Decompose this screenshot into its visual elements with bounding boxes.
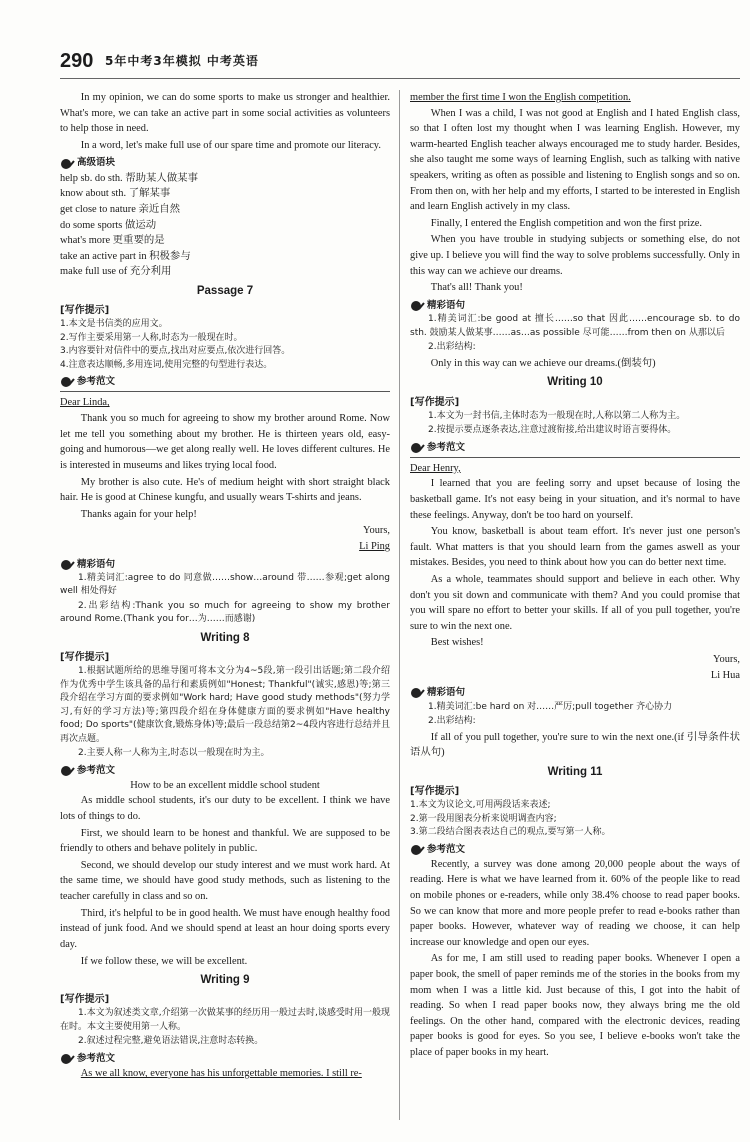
divider [60, 391, 390, 392]
tag-label: 参考范文 [77, 376, 116, 388]
tip-item: 4.注意表达顺畅,多用连词,使用完整的句型进行表达。 [60, 359, 273, 370]
paragraph: As middle school students, it's our duty to be excellent. I think we have lots of things to do. [60, 795, 390, 823]
paragraph: member the first time I won the English competition. [410, 92, 631, 103]
paragraph: In my opinion, we can do some sports to make us stronger and healthier. What's more, we can take an active part in some social activities as volunteers to help those in need. [60, 92, 390, 135]
tips-heading: [写作提示] [60, 652, 110, 664]
left-column [60, 90, 390, 1083]
signer: Li Ping [359, 540, 390, 552]
pencil-icon [60, 765, 75, 777]
tips-heading: [写作提示] [60, 305, 110, 317]
writing-title: Writing 11 [547, 765, 603, 778]
pencil-icon [410, 844, 425, 856]
sentence-note: 2.出彩结构:Thank you so much for agreeing to show my brother around Rome.(Thank you for…为……而感谢) [60, 600, 390, 625]
sentences-tag [60, 558, 390, 572]
writing-title: Writing 9 [200, 974, 250, 987]
sentence-note: If all of you pull together, you're sure to win the next one.(if 引导条件状语从句) [410, 731, 740, 759]
sentence-note: 1.精美词汇:agree to do 同意做……show…around 带……参观;get along well 相处得好 [60, 572, 390, 597]
page-number: 290 [60, 50, 94, 72]
paragraph: As we all know, everyone has his unforgettable memories. I still re- [80, 1068, 362, 1080]
paragraph: Third, it's helpful to be in good health. We must have enough healthy food instead of junk food. And we should spend at least an hour doing sports every day. [60, 907, 390, 950]
sentences-tag [410, 686, 740, 700]
tip-item: 2.第一段用图表分析来说明调查内容; [410, 813, 557, 824]
right-column [410, 90, 740, 1062]
paragraph: That's all! Thank you! [430, 282, 523, 294]
paragraph: You know, basketball is about team effort. It's never just one person's fault. What matters is that you should learn from the games aswell as your mistakes. Besides, you need to think about how you can do better next time. [410, 526, 740, 569]
sentence-note: 2.出彩结构: [428, 716, 476, 727]
sentence-note: 1.精美词汇:be good at 擅长……so that 因此……encourage sb. to do sth. 鼓励某人做某事……as…as possible 尽可能……from then on 从那以后 [410, 314, 740, 338]
tag-label: 参考范文 [427, 843, 466, 855]
essay-tag [60, 375, 390, 389]
paragraph: First, we should learn to be honest and thankful. We are supposed to be friendly to others and behave politely in public. [60, 827, 390, 855]
passage-title: Passage 7 [196, 284, 254, 297]
closing: Yours, [363, 525, 390, 537]
phrase-item: know about sth. 了解某事 [60, 188, 171, 200]
paragraph: As a whole, teammates should support and believe in each other. Why don't you sit down and communicate with them? And you could promise that you will spare no effort to better your skills. If all of you pull together, you're sure to win the next one. [410, 574, 740, 632]
tip-item: 2.按提示要点逐条表达,注意过渡衔接,给出建议时语言要得体。 [428, 425, 677, 436]
tag-label: 参考范文 [77, 1052, 116, 1064]
tip-item: 3.第二段结合图表表达自己的观点,要写第一人称。 [410, 827, 611, 838]
tag-label: 高级语块 [77, 157, 116, 169]
sentence-note: 2.出彩结构: [428, 342, 476, 353]
tip-item: 1.本文为叙述类文章,介绍第一次做某事的经历用一般过去时,谈感受时用一般现在时。本文主要使用第一人称。 [60, 1008, 390, 1032]
tip-item: 1.本文为一封书信,主体时态为一般现在时,人称以第二人称为主。 [428, 410, 686, 421]
paragraph: Finally, I entered the English competition and won the first prize. [430, 217, 702, 229]
phrase-item: what's more 更重要的是 [60, 235, 165, 247]
divider [410, 457, 740, 458]
essay-title: How to be an excellent middle school student [130, 779, 320, 791]
paragraph: When you have trouble in studying subjects or something else, do not give up. I believe you will find the way to solve problems successfully. Only in this way can we achieve our dreams. [410, 234, 740, 277]
paragraph: My brother is also cute. He's of medium height with short straight black hair. He is good at Chinese kungfu, and usually wears T-shirts and jeans. [60, 476, 390, 504]
essay-tag [60, 1052, 390, 1066]
tip-item: 1.本文是书信类的应用文。 [60, 319, 168, 330]
tips-heading: [写作提示] [60, 994, 110, 1006]
pencil-icon [60, 376, 75, 388]
pencil-icon [410, 687, 425, 699]
writing-title: Writing 8 [200, 631, 250, 644]
tips-heading: [写作提示] [410, 396, 460, 408]
writing-title: Writing 10 [547, 376, 603, 389]
essay-tag [410, 441, 740, 455]
paragraph: When I was a child, I was not good at English and I hated English class, so that I often lost my thought when I was learning English. However, my warm-hearted English teacher always encouraged me to study harder. Besides, she also taught me some ways of learning English, such as talking with native speakers, writing as often as possible and listening to English songs and so on. From then on, with her help and my efforts, I started to be interested in English and learn English actively in my class. [410, 107, 740, 213]
salutation: Dear Henry, [410, 462, 461, 474]
tag-label: 精彩语句 [427, 687, 466, 699]
sentence-note: 1.精美词汇:be hard on 对……严厉;pull together 齐心协力 [428, 701, 673, 712]
pencil-icon [410, 300, 425, 312]
essay-tag [60, 764, 390, 778]
pencil-icon [60, 559, 75, 571]
tag-label: 参考范文 [427, 441, 466, 453]
phrase-item: do some sports 做运动 [60, 219, 157, 231]
paragraph: Second, we should develop our study interest and we must work hard. At the same time, we should have good study methods, such as listening to the teacher carefully in class and so on. [60, 859, 390, 903]
tip-item: 2.叙述过程完整,避免语法错误,注意时态转换。 [78, 1036, 264, 1047]
paragraph: In a word, let's make full use of our spare time and promote our literacy. [80, 139, 381, 151]
tips-heading: [写作提示] [410, 786, 460, 798]
closing: Yours, [713, 654, 740, 666]
page-header [0, 40, 750, 80]
phrase-item: make full use of 充分利用 [60, 266, 172, 278]
tip-item: 1.根据试题所给的思维导图可将本文分为4~5段,第一段引出话题;第二段介绍作为优秀中学生该具备的品行和素质例如"Honest; Thankful"(诚实,感恩)等;第三段介绍在学习方面的要求例如"Work hard; Have good study methods"(努力学习,有好的学习方法)等;第四段介绍在身体健康方面的要求例如"Have healthy food; Do sports"(健康饮食,锻炼身体)等;最后一段总结第2~4段内容进行总结并且再次点题。 [60, 666, 390, 744]
phrase-item: get close to nature 亲近自然 [60, 203, 181, 215]
sentence-note: Only in this way can we achieve our dreams.(倒装句) [430, 357, 656, 369]
tag-label: 精彩语句 [77, 558, 116, 570]
paragraph: If we follow these, we will be excellent. [80, 955, 248, 967]
paragraph: As for me, I am still used to reading paper books. Whenever I open a paper book, the smell of paper reminds me of the stories in the books from my mom when I was a little kid. Just because of this, I got into the habit of reading. So when I read paper books now, they always bring me the old feelings. On the other hand, compared with the electronic devices, reading paper books is good for eyes. So you see, I believe e-books won't take the place of paper books in my heart. [410, 953, 740, 1059]
tag-label: 参考范文 [77, 764, 116, 776]
header-rule [60, 78, 740, 79]
book-title: 5年中考3年模拟 中考英语 [105, 54, 259, 68]
tip-item: 1.本文为议论文,可用两段话来表述; [410, 800, 551, 811]
tag-label: 精彩语句 [427, 299, 466, 311]
paragraph: I learned that you are feeling sorry and upset because of losing the basketball game. It's not easy being in your situation, and it's normal to have these feelings. Anyway, don't be too hard on yourself. [410, 478, 740, 521]
salutation: Dear Linda, [60, 397, 110, 409]
tip-item: 2.主要人称一人称为主,时态以一般现在时为主。 [78, 748, 270, 759]
tip-item: 2.写作主要采用第一人称,时态为一般现在时。 [60, 332, 243, 343]
paragraph: Thank you so much for agreeing to show my brother around Rome. Now let me tell you something about my brother. He is thirteen years old, easy-going and humorous—we get along really well. He loves different cultures. He is interested in museums and likes trying local food. [60, 413, 390, 471]
signer: Li Hua [710, 669, 740, 681]
phrase-item: help sb. do sth. 帮助某人做某事 [60, 172, 198, 184]
pencil-icon [410, 442, 425, 454]
sentences-tag [410, 299, 740, 313]
essay-tag [410, 843, 740, 857]
paragraph: Recently, a survey was done among 20,000 people about the ways of reading. Here is what we have learned from it. 60% of the people like to read on mobile phones or e-readers, while only 38.4% choose to read paper books. So we can know that more and more people prefer to read e-books rather than paper books. However, whatever way of reading we choose, it can help increase our knowledge and open our eyes. [410, 858, 740, 948]
column-divider [399, 90, 400, 1120]
tip-item: 3.内容要针对信件中的要点,找出对应要点,依次进行回答。 [60, 346, 291, 357]
pencil-icon [60, 158, 75, 170]
pencil-icon [60, 1053, 75, 1065]
phrases-tag [60, 156, 390, 170]
paragraph: Best wishes! [430, 637, 484, 649]
paragraph: Thanks again for your help! [80, 508, 197, 520]
phrase-item: take an active part in 积极参与 [60, 250, 191, 262]
